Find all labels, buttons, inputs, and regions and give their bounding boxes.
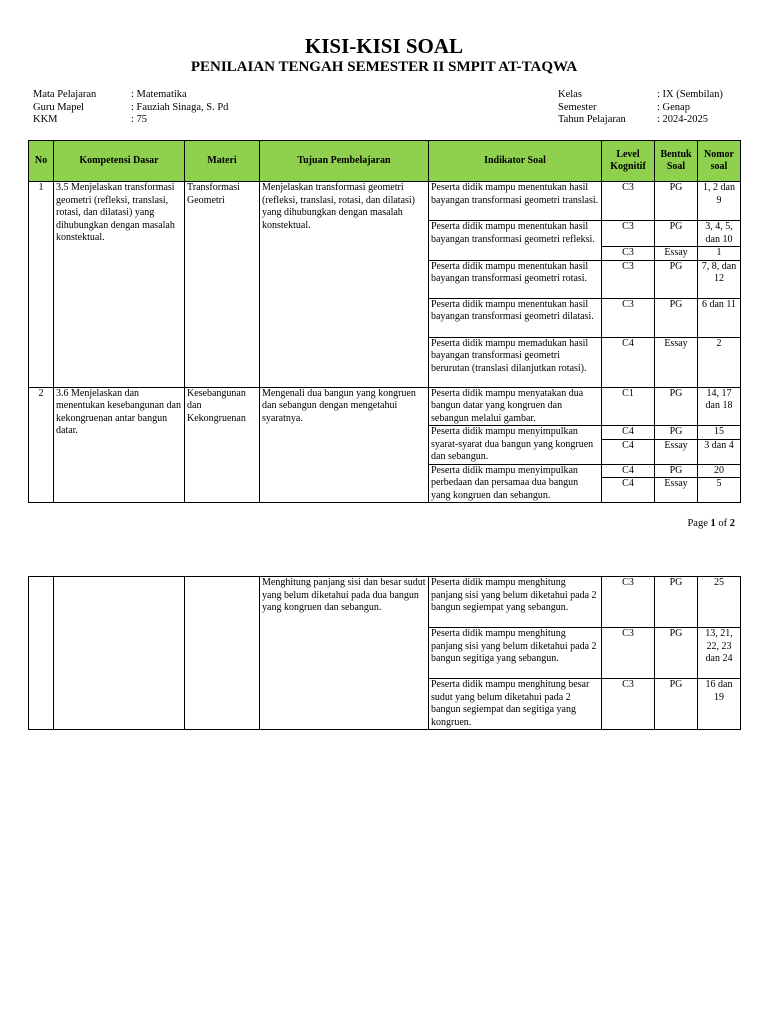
cell-indikator: Peserta didik mampu menyatakan dua bangun datar yang kongruen dan sebangun melalui gambar. [429,387,602,426]
cell-nomor: 2 [698,337,741,387]
cell-nomor: 6 dan 11 [698,298,741,337]
cell-bentuk: PG [655,298,698,337]
info-label: Kelas [558,89,582,100]
cell-tujuan: Menjelaskan transformasi geometri (refleksi, translasi, rotasi, dan dilatasi) yang dihubungkan dengan masalah konstektual. [260,182,429,388]
cell-kompetensi-dasar [54,577,185,730]
cell-nomor: 25 [698,577,741,628]
info-row-mapel [33,89,228,102]
info-label: Guru Mapel [33,101,85,113]
cell-indikator: Peserta didik mampu memadukan hasil bayangan transformasi geometri berurutan (translasi dilanjutkan rotasi). [429,337,602,387]
cell-bentuk: PG [655,260,698,298]
cell-no: 2 [29,387,54,503]
cell-nomor: 14, 17 dan 18 [698,387,741,426]
info-value: : 75 [131,114,148,125]
cell-level: C4 [602,426,655,440]
info-value: : IX (Sembilan) [657,89,723,100]
cell-indikator: Peserta didik mampu menghitung panjang sisi yang belum diketahui pada 2 bangun segitiga yang sebangun. [429,628,602,679]
page-prefix: Page [687,518,711,529]
header-no: No [29,141,54,182]
cell-nomor: 5 [698,478,741,503]
page-of: of [715,518,730,529]
info-label: Tahun Pelajaran [558,114,626,125]
cell-level: C3 [602,260,655,298]
cell-indikator: Peserta didik mampu menghitung panjang sisi yang belum diketahui pada 2 bangun segiempat yang sebangun. [429,577,602,628]
info-row-kelas [558,89,723,102]
cell-bentuk: PG [655,426,698,440]
cell-nomor: 1, 2 dan 9 [698,182,741,221]
cell-level: C1 [602,387,655,426]
cell-nomor: 20 [698,464,741,478]
header-bentuk: Bentuk Soal [655,141,698,182]
info-label: Semester [558,101,597,113]
cell-bentuk: PG [655,577,698,628]
info-row-tahun [558,114,723,127]
cell-nomor: 3 dan 4 [698,439,741,464]
cell-level: C4 [602,464,655,478]
info-value: : 2024-2025 [657,114,709,125]
cell-no [29,577,54,730]
cell-nomor: 7, 8, dan 12 [698,260,741,298]
cell-bentuk: PG [655,387,698,426]
info-left [33,89,228,127]
cell-bentuk: Essay [655,478,698,503]
cell-materi [185,577,260,730]
info-value: : Matematika [131,89,187,100]
cell-level: C4 [602,478,655,503]
cell-level: C3 [602,298,655,337]
cell-level: C4 [602,439,655,464]
info-row-guru [33,102,228,115]
cell-materi: Transformasi Geometri [185,182,260,388]
kisi-kisi-table [28,140,741,503]
header-materi: Materi [185,141,260,182]
cell-materi: Kesebangunan dan Kekongruenan [185,387,260,503]
cell-level: C3 [602,679,655,730]
cell-indikator: Peserta didik mampu menentukan hasil bayangan transformasi geometri refleksi. [429,221,602,261]
header-indikator: Indikator Soal [429,141,602,182]
cell-bentuk: PG [655,182,698,221]
cell-nomor: 13, 21, 22, 23 dan 24 [698,628,741,679]
table-header-row [29,141,741,182]
cell-indikator: Peserta didik mampu menghitung besar sudut yang belum diketahui pada 2 bangun segiempat dan segitiga yang kongruen. [429,679,602,730]
cell-bentuk: Essay [655,337,698,387]
cell-bentuk: Essay [655,247,698,261]
cell-kompetensi-dasar: 3.6 Menjelaskan dan menentukan kesebangunan dan kekongruenan antar bangun datar. [54,387,185,503]
cell-bentuk: PG [655,628,698,679]
info-row-kkm [33,114,228,127]
page-number [687,518,735,529]
cell-nomor: 16 dan 19 [698,679,741,730]
info-right [558,89,723,127]
info-label: Mata Pelajaran [33,89,97,100]
cell-level: C3 [602,577,655,628]
cell-bentuk: Essay [655,439,698,464]
header-tujuan: Tujuan Pembelajaran [260,141,429,182]
header-level: Level Kognitif [602,141,655,182]
cell-indikator: Peserta didik mampu menentukan hasil bayangan transformasi geometri translasi. [429,182,602,221]
cell-nomor: 3, 4, 5, dan 10 [698,221,741,247]
continuation-table [28,576,741,730]
cell-nomor: 1 [698,247,741,261]
cell-level: C3 [602,247,655,261]
cell-indikator: Peserta didik mampu menyimpulkan syarat-syarat dua bangun yang kongruen dan sebangun. [429,426,602,465]
cell-kompetensi-dasar: 3.5 Menjelaskan transformasi geometri (refleksi, translasi, rotasi, dan dilatasi) yang dihubungkan dengan masalah konstektual. [54,182,185,388]
page-total: 2 [729,518,735,529]
cell-tujuan: Menghitung panjang sisi dan besar sudut yang belum diketahui pada dua bangun yang kongruen dan sebangun. [260,577,429,730]
cell-level: C3 [602,628,655,679]
page-current: 1 [710,518,716,529]
document-subtitle: PENILAIAN TENGAH SEMESTER II SMPIT AT-TAQWA [190,59,578,75]
table-row [29,577,741,628]
cell-bentuk: PG [655,221,698,247]
cell-indikator: Peserta didik mampu menentukan hasil bayangan transformasi geometri rotasi. [429,260,602,298]
cell-level: C4 [602,337,655,387]
info-value: : Genap [657,101,690,113]
table-row [29,182,741,221]
cell-level: C3 [602,221,655,247]
cell-level: C3 [602,182,655,221]
info-value: : Fauziah Sinaga, S. Pd [131,101,229,113]
info-row-semester [558,102,723,115]
header-nomor: Nomor soal [698,141,741,182]
cell-bentuk: PG [655,464,698,478]
cell-nomor: 15 [698,426,741,440]
cell-tujuan: Mengenali dua bangun yang kongruen dan sebangun dengan mengetahui syaratnya. [260,387,429,503]
info-label: KKM [33,114,58,125]
cell-indikator: Peserta didik mampu menentukan hasil bayangan transformasi geometri dilatasi. [429,298,602,337]
document-title: KISI-KISI SOAL [304,34,464,58]
cell-bentuk: PG [655,679,698,730]
cell-no: 1 [29,182,54,388]
cell-indikator: Peserta didik mampu menyimpulkan perbedaan dan persamaa dua bangun yang kongruen dan sebangun. [429,464,602,503]
header-kompetensi-dasar: Kompetensi Dasar [54,141,185,182]
table-row [29,387,741,426]
